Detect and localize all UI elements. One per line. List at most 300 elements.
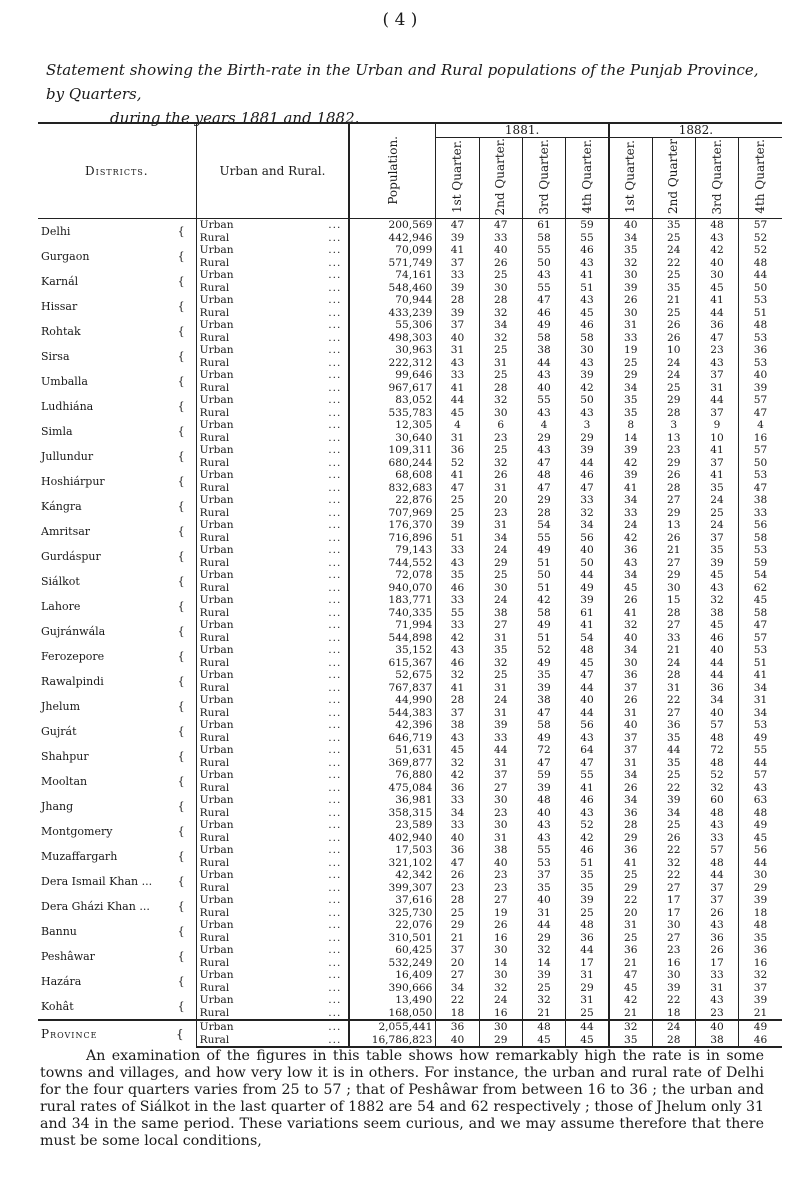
rate-cell: 28 <box>652 607 695 620</box>
rate-cell: 23 <box>479 869 522 882</box>
rate-cell: 31 <box>479 757 522 770</box>
rate-cell: 36 <box>609 544 652 557</box>
rate-cell: 34 <box>609 769 652 782</box>
district-name: Dera Ismail Khan ... { <box>38 869 196 894</box>
rate-cell: 29 <box>566 432 609 445</box>
rate-cell: 50 <box>739 282 782 295</box>
rate-cell: 34 <box>695 694 738 707</box>
rate-cell: 37 <box>609 744 652 757</box>
rate-cell: 53 <box>522 857 565 870</box>
rate-cell: 38 <box>436 719 479 732</box>
rate-cell: 40 <box>522 382 565 395</box>
bracket: { <box>177 799 185 813</box>
rate-cell: 26 <box>652 319 695 332</box>
rate-cell: 39 <box>609 282 652 295</box>
rate-cell: 42 <box>522 594 565 607</box>
population-cell: 42,342 <box>349 869 435 882</box>
rate-cell: 45 <box>609 982 652 995</box>
table-row <box>38 694 782 707</box>
urban-rural-label: Rural ... <box>196 732 349 745</box>
population-cell: 74,161 <box>349 269 435 282</box>
rate-cell: 42 <box>566 382 609 395</box>
rate-cell: 40 <box>436 332 479 345</box>
rate-cell: 48 <box>739 919 782 932</box>
rate-cell: 30 <box>479 582 522 595</box>
rate-cell: 43 <box>436 357 479 370</box>
rate-cell: 38 <box>739 494 782 507</box>
rate-cell: 47 <box>522 482 565 495</box>
rate-cell: 39 <box>609 469 652 482</box>
urban-rural-label: Rural ... <box>196 1007 349 1021</box>
rate-cell: 60 <box>695 794 738 807</box>
rate-cell: 30 <box>479 794 522 807</box>
rate-cell: 41 <box>695 444 738 457</box>
rate-cell: 10 <box>652 344 695 357</box>
rate-cell: 36 <box>566 932 609 945</box>
rate-cell: 44 <box>566 457 609 470</box>
population-cell: 325,730 <box>349 907 435 920</box>
rate-cell: 36 <box>695 319 738 332</box>
rate-cell: 39 <box>566 894 609 907</box>
bracket: { <box>177 899 185 913</box>
rate-cell: 33 <box>609 507 652 520</box>
rate-cell: 45 <box>436 407 479 420</box>
rate-cell: 31 <box>566 994 609 1007</box>
rate-cell: 27 <box>479 782 522 795</box>
rate-cell: 21 <box>609 1007 652 1021</box>
rate-cell: 24 <box>695 519 738 532</box>
urban-rural-label: Urban ... <box>196 569 349 582</box>
rate-cell: 31 <box>436 432 479 445</box>
rate-cell: 43 <box>739 782 782 795</box>
rate-cell: 30 <box>479 407 522 420</box>
rate-cell: 24 <box>652 357 695 370</box>
rate-cell: 55 <box>522 394 565 407</box>
urban-rural-label: Urban ... <box>196 869 349 882</box>
district-name: Kohât { <box>38 994 196 1020</box>
rate-cell: 49 <box>566 582 609 595</box>
rate-cell: 21 <box>652 644 695 657</box>
rate-cell: 55 <box>522 532 565 545</box>
bracket: { <box>176 1027 185 1042</box>
rate-cell: 34 <box>436 807 479 820</box>
rate-cell: 58 <box>522 332 565 345</box>
rate-cell: 25 <box>479 569 522 582</box>
rate-cell: 31 <box>695 982 738 995</box>
rate-cell: 24 <box>652 657 695 670</box>
rate-cell: 39 <box>522 969 565 982</box>
rate-cell: 52 <box>566 819 609 832</box>
district-name: Jhelum { <box>38 694 196 719</box>
population-cell: 168,050 <box>349 1007 435 1021</box>
rate-cell: 54 <box>522 519 565 532</box>
rate-cell: 22 <box>609 894 652 907</box>
rate-cell: 24 <box>652 1020 695 1034</box>
rate-cell: 32 <box>609 257 652 270</box>
rate-cell: 48 <box>566 919 609 932</box>
rate-cell: 44 <box>566 1020 609 1034</box>
rate-cell: 37 <box>695 894 738 907</box>
rate-cell: 47 <box>739 619 782 632</box>
urban-rural-label: Rural ... <box>196 232 349 245</box>
rate-cell: 35 <box>695 544 738 557</box>
district-name: Karnál { <box>38 269 196 294</box>
rate-cell: 24 <box>695 494 738 507</box>
rate-cell: 48 <box>522 1020 565 1034</box>
rate-cell: 26 <box>609 694 652 707</box>
rate-cell: 45 <box>566 657 609 670</box>
table-row <box>38 519 782 532</box>
rate-cell: 27 <box>479 894 522 907</box>
rate-cell: 36 <box>609 944 652 957</box>
rate-cell: 59 <box>566 219 609 232</box>
rate-cell: 25 <box>652 819 695 832</box>
rate-cell: 39 <box>436 519 479 532</box>
rate-cell: 31 <box>436 344 479 357</box>
population-cell: 68,608 <box>349 469 435 482</box>
rate-cell: 53 <box>739 544 782 557</box>
population-cell: 16,786,823 <box>349 1034 435 1048</box>
rate-cell: 22 <box>652 782 695 795</box>
rate-cell: 37 <box>436 319 479 332</box>
urban-rural-label: Urban ... <box>196 444 349 457</box>
rate-cell: 24 <box>609 519 652 532</box>
population-cell: 390,666 <box>349 982 435 995</box>
rate-cell: 3 <box>652 419 695 432</box>
rate-cell: 41 <box>609 857 652 870</box>
urban-rural-label: Urban ... <box>196 369 349 382</box>
rate-cell: 39 <box>436 307 479 320</box>
population-cell: 535,783 <box>349 407 435 420</box>
table-row <box>38 944 782 957</box>
rate-cell: 28 <box>652 669 695 682</box>
rate-cell: 47 <box>522 707 565 720</box>
rate-cell: 41 <box>695 294 738 307</box>
population-cell: 76,880 <box>349 769 435 782</box>
rate-cell: 32 <box>479 982 522 995</box>
rate-cell: 46 <box>695 632 738 645</box>
rate-cell: 25 <box>609 932 652 945</box>
rate-cell: 22 <box>436 994 479 1007</box>
rate-cell: 26 <box>695 944 738 957</box>
population-cell: 740,335 <box>349 607 435 620</box>
rate-cell: 26 <box>695 907 738 920</box>
rate-cell: 47 <box>522 294 565 307</box>
rate-cell: 41 <box>566 782 609 795</box>
district-name: Dera Gházi Khan ... { <box>38 894 196 919</box>
rate-cell: 55 <box>566 769 609 782</box>
population-cell: 22,076 <box>349 919 435 932</box>
rate-cell: 23 <box>479 507 522 520</box>
rate-cell: 37 <box>436 707 479 720</box>
rate-cell: 37 <box>739 982 782 995</box>
rate-cell: 26 <box>609 294 652 307</box>
urban-rural-label: Rural ... <box>196 582 349 595</box>
population-cell: 72,078 <box>349 569 435 582</box>
bracket: { <box>177 774 185 788</box>
rate-cell: 41 <box>436 382 479 395</box>
rate-cell: 44 <box>739 857 782 870</box>
rate-cell: 47 <box>436 482 479 495</box>
rate-cell: 54 <box>739 569 782 582</box>
rate-cell: 48 <box>739 807 782 820</box>
population-cell: 615,367 <box>349 657 435 670</box>
rate-cell: 40 <box>695 644 738 657</box>
population-cell: 55,306 <box>349 319 435 332</box>
rate-cell: 58 <box>522 232 565 245</box>
urban-rural-label: Urban ... <box>196 969 349 982</box>
rate-cell: 20 <box>436 957 479 970</box>
population-cell: 310,501 <box>349 932 435 945</box>
population-cell: 767,837 <box>349 682 435 695</box>
bracket: { <box>177 399 185 413</box>
urban-rural-label: Urban ... <box>196 619 349 632</box>
rate-cell: 36 <box>609 844 652 857</box>
rate-cell: 29 <box>609 882 652 895</box>
rate-cell: 34 <box>479 532 522 545</box>
rate-cell: 33 <box>739 507 782 520</box>
rate-cell: 47 <box>436 219 479 232</box>
rate-cell: 33 <box>479 232 522 245</box>
rate-cell: 59 <box>522 769 565 782</box>
table-caption <box>46 58 776 130</box>
rate-cell: 14 <box>479 957 522 970</box>
bracket: { <box>177 999 185 1013</box>
rate-cell: 3 <box>566 419 609 432</box>
rate-cell: 39 <box>522 782 565 795</box>
rate-cell: 31 <box>739 694 782 707</box>
table-row <box>38 444 782 457</box>
rate-cell: 52 <box>739 232 782 245</box>
urban-rural-label: Urban ... <box>196 469 349 482</box>
table-row <box>38 219 782 232</box>
rate-cell: 26 <box>652 469 695 482</box>
rate-cell: 27 <box>652 932 695 945</box>
rate-cell: 42 <box>436 769 479 782</box>
population-cell: 13,490 <box>349 994 435 1007</box>
rate-cell: 42 <box>695 244 738 257</box>
rate-cell: 57 <box>739 394 782 407</box>
population-cell: 940,070 <box>349 582 435 595</box>
rate-cell: 30 <box>479 1020 522 1034</box>
rate-cell: 29 <box>566 982 609 995</box>
urban-rural-label: Rural ... <box>196 957 349 970</box>
rate-cell: 29 <box>522 494 565 507</box>
rate-cell: 14 <box>522 957 565 970</box>
rate-cell: 16 <box>739 432 782 445</box>
bracket: { <box>177 874 185 888</box>
district-name: Mooltan { <box>38 769 196 794</box>
rate-cell: 43 <box>436 732 479 745</box>
rate-cell: 43 <box>522 407 565 420</box>
rate-cell: 51 <box>566 282 609 295</box>
caption-line-1: Statement showing the Birth-rate in the Urban and Rural populations of the Punjab Province, by Quarters, <box>46 61 759 103</box>
rate-cell: 46 <box>739 1034 782 1048</box>
rate-cell: 33 <box>695 832 738 845</box>
rate-cell: 41 <box>436 682 479 695</box>
rate-cell: 37 <box>436 257 479 270</box>
rate-cell: 38 <box>479 607 522 620</box>
district-name: Simla { <box>38 419 196 444</box>
rate-cell: 39 <box>566 369 609 382</box>
rate-cell: 25 <box>609 869 652 882</box>
rate-cell: 43 <box>695 357 738 370</box>
rate-cell: 23 <box>695 344 738 357</box>
header-urban-rural: Urban and Rural. <box>196 123 349 219</box>
rate-cell: 16 <box>739 957 782 970</box>
rate-cell: 43 <box>566 407 609 420</box>
rate-cell: 43 <box>695 232 738 245</box>
rate-cell: 39 <box>739 994 782 1007</box>
rate-cell: 28 <box>652 1034 695 1048</box>
rate-cell: 43 <box>522 832 565 845</box>
urban-rural-label: Rural ... <box>196 282 349 295</box>
rate-cell: 32 <box>609 619 652 632</box>
urban-rural-label: Urban ... <box>196 694 349 707</box>
rate-cell: 33 <box>436 819 479 832</box>
table-body <box>38 219 782 1048</box>
rate-cell: 24 <box>652 369 695 382</box>
rate-cell: 31 <box>609 757 652 770</box>
rate-cell: 27 <box>652 882 695 895</box>
bracket: { <box>177 324 185 338</box>
rate-cell: 30 <box>479 819 522 832</box>
rate-cell: 46 <box>566 244 609 257</box>
rate-cell: 55 <box>522 844 565 857</box>
rate-cell: 57 <box>695 844 738 857</box>
urban-rural-label: Rural ... <box>196 982 349 995</box>
rate-cell: 35 <box>436 569 479 582</box>
population-cell: 544,898 <box>349 632 435 645</box>
rate-cell: 45 <box>695 569 738 582</box>
district-name: Ludhiána { <box>38 394 196 419</box>
rate-cell: 48 <box>739 319 782 332</box>
rate-cell: 37 <box>436 944 479 957</box>
table-row <box>38 369 782 382</box>
rate-cell: 35 <box>566 882 609 895</box>
rate-cell: 44 <box>695 669 738 682</box>
population-cell: 967,617 <box>349 382 435 395</box>
rate-cell: 30 <box>479 944 522 957</box>
rate-cell: 37 <box>695 882 738 895</box>
rate-cell: 47 <box>522 457 565 470</box>
population-cell: 402,940 <box>349 832 435 845</box>
rate-cell: 47 <box>739 482 782 495</box>
district-name: Sirsa { <box>38 344 196 369</box>
rate-cell: 18 <box>739 907 782 920</box>
rate-cell: 31 <box>695 382 738 395</box>
table-row <box>38 319 782 332</box>
rate-cell: 21 <box>609 957 652 970</box>
rate-cell: 4 <box>522 419 565 432</box>
rate-cell: 44 <box>566 569 609 582</box>
rate-cell: 35 <box>695 482 738 495</box>
urban-rural-label: Rural ... <box>196 532 349 545</box>
header-year-1881: 1881. <box>436 123 609 137</box>
bracket: { <box>177 499 185 513</box>
rate-cell: 44 <box>695 307 738 320</box>
population-cell: 42,396 <box>349 719 435 732</box>
rate-cell: 56 <box>566 719 609 732</box>
table-row <box>38 1020 782 1034</box>
rate-cell: 30 <box>479 969 522 982</box>
rate-cell: 50 <box>566 394 609 407</box>
rate-cell: 29 <box>479 557 522 570</box>
rate-cell: 25 <box>522 982 565 995</box>
rate-cell: 25 <box>652 769 695 782</box>
rate-cell: 50 <box>522 257 565 270</box>
population-cell: 433,239 <box>349 307 435 320</box>
table-row <box>38 869 782 882</box>
urban-rural-label: Rural ... <box>196 707 349 720</box>
rate-cell: 15 <box>652 594 695 607</box>
rate-cell: 28 <box>522 507 565 520</box>
rate-cell: 26 <box>479 919 522 932</box>
rate-cell: 47 <box>436 857 479 870</box>
rate-cell: 28 <box>479 294 522 307</box>
urban-rural-label: Urban ... <box>196 219 349 232</box>
population-cell: 176,370 <box>349 519 435 532</box>
body-paragraph: An examination of the figures in this table shows how remarkably high the rate is in some towns and villages, and how very low it is in others. For instance, the urban and rural rate of Delhi for the four quarters varies from 25 to 57 ; that of Peshâwar from between 16 to 36 ; the urban and rural rates of Siálkot in the last quarter of 1882 are 54 and 62 respectively ; those of Jhelum only 31 and 34 in the same period. These variations seem curious, and we may assume therefore that there must be some local conditions, <box>40 1048 764 1149</box>
rate-cell: 39 <box>739 382 782 395</box>
rate-cell: 25 <box>479 669 522 682</box>
bracket: { <box>177 824 185 838</box>
table-row <box>38 469 782 482</box>
header-population: Population. <box>349 123 435 219</box>
rate-cell: 17 <box>652 894 695 907</box>
rate-cell: 50 <box>739 457 782 470</box>
rate-cell: 39 <box>652 794 695 807</box>
urban-rural-label: Rural ... <box>196 332 349 345</box>
rate-cell: 9 <box>695 419 738 432</box>
population-cell: 79,143 <box>349 544 435 557</box>
table-row <box>38 794 782 807</box>
rate-cell: 63 <box>739 794 782 807</box>
rate-cell: 72 <box>695 744 738 757</box>
urban-rural-label: Urban ... <box>196 644 349 657</box>
rate-cell: 53 <box>739 719 782 732</box>
rate-cell: 30 <box>609 657 652 670</box>
rate-cell: 27 <box>652 557 695 570</box>
population-cell: 22,876 <box>349 494 435 507</box>
rate-cell: 33 <box>479 732 522 745</box>
rate-cell: 36 <box>436 444 479 457</box>
district-name: Kángra { <box>38 494 196 519</box>
rate-cell: 31 <box>609 707 652 720</box>
rate-cell: 56 <box>739 519 782 532</box>
rate-cell: 44 <box>566 944 609 957</box>
bracket: { <box>177 549 185 563</box>
rate-cell: 22 <box>652 844 695 857</box>
rate-cell: 41 <box>436 244 479 257</box>
rate-cell: 25 <box>652 269 695 282</box>
rate-cell: 53 <box>739 644 782 657</box>
rate-cell: 43 <box>522 444 565 457</box>
rate-cell: 43 <box>566 294 609 307</box>
rate-cell: 62 <box>739 582 782 595</box>
rate-cell: 37 <box>695 407 738 420</box>
district-name: Gurgaon { <box>38 244 196 269</box>
rate-cell: 40 <box>522 807 565 820</box>
district-name: Delhi { <box>38 219 196 245</box>
rate-cell: 27 <box>479 619 522 632</box>
table-row <box>38 819 782 832</box>
rate-cell: 45 <box>739 832 782 845</box>
rate-cell: 23 <box>479 807 522 820</box>
rate-cell: 41 <box>609 482 652 495</box>
rate-cell: 41 <box>566 269 609 282</box>
rate-cell: 31 <box>652 682 695 695</box>
